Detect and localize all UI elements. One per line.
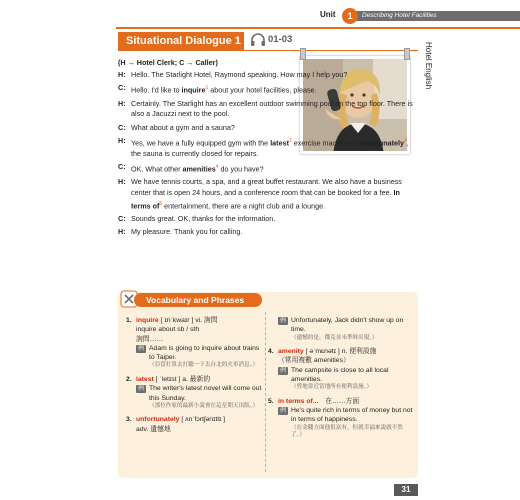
example-translation: （那位作家的最新小說會在這星期天出版。） bbox=[149, 402, 259, 409]
vocab-entry bbox=[268, 316, 414, 342]
example-sentence: The writer's latest novel will come out this Sunday. bbox=[149, 385, 262, 402]
vocab-term: inquire bbox=[181, 85, 206, 95]
speaker-label: C: bbox=[118, 214, 126, 224]
vocab-number: 4. bbox=[268, 348, 274, 356]
vocab-example bbox=[268, 366, 414, 385]
example-translation: （營地靠近當地所有便利設施。） bbox=[291, 384, 373, 391]
audio-track-label: 01-03 bbox=[268, 34, 293, 45]
vocab-example bbox=[126, 384, 266, 403]
vocab-word: unfortunately bbox=[136, 416, 180, 424]
example-translation: （在金錢方面他很富有，但就幸福來說就不然了。） bbox=[291, 424, 403, 439]
example-sentence: The campsite is close to all local amenities. bbox=[291, 366, 389, 383]
vocab-word: in terms of... bbox=[278, 397, 319, 405]
vocab-word: latest bbox=[136, 375, 154, 383]
speaker-label: H: bbox=[118, 98, 126, 108]
photo-pin-left bbox=[300, 48, 306, 60]
vocab-ref-number: 1 bbox=[205, 85, 209, 92]
vocab-pronunciation: [ ɪnˈkwaɪr ] vi. 詢問 bbox=[158, 317, 218, 324]
vocab-ref-number: 4 bbox=[215, 163, 219, 170]
speaker-label: C: bbox=[118, 161, 126, 171]
dialogue-line bbox=[118, 177, 418, 211]
vocab-number: 5. bbox=[268, 397, 274, 405]
dialogue-line bbox=[118, 136, 418, 160]
vocab-entry-head bbox=[126, 316, 266, 325]
vocab-term: latest bbox=[270, 138, 289, 148]
vocab-word: amenity bbox=[278, 348, 304, 356]
header-rule bbox=[116, 27, 520, 29]
dialogue-line bbox=[118, 83, 418, 96]
speaker-label: C: bbox=[118, 122, 126, 132]
vocab-term: Unfortunately bbox=[357, 138, 404, 148]
vocab-entry-head bbox=[126, 375, 266, 384]
vocab-entry bbox=[268, 397, 414, 440]
vocab-ref-number: 3 bbox=[403, 137, 407, 144]
dialogue-text: Certainly. The Starlight has an excellent outdoor swimming pool on the top floor. There is also a Jacuzzi next to the pool. bbox=[131, 98, 413, 119]
example-translation: （亞當打算去打聽一下去台北的火車消息。） bbox=[149, 362, 259, 369]
example-sentence: He's quite rich in terms of money but not in terms of happiness. bbox=[291, 407, 413, 424]
vocab-pronunciation: [ əˈmɛnətɪ ] n. 便利設施 bbox=[303, 348, 377, 356]
roles-legend: (H → Hotel Clerk; C → Caller) bbox=[118, 58, 218, 67]
vocab-entry-head bbox=[126, 415, 266, 424]
vocab-pronunciation: [ ʌnˈfɔrtʃənɪtlɪ ] bbox=[179, 416, 226, 424]
unit-title: Describing Hotel Facilities bbox=[362, 12, 437, 19]
vocab-entry bbox=[126, 375, 266, 410]
vocab-note: 詢問…… bbox=[136, 335, 164, 343]
unit-header bbox=[320, 8, 520, 24]
example-icon: 例 bbox=[279, 367, 286, 374]
speaker-label: H: bbox=[118, 177, 126, 187]
vocab-ref-number: 5 bbox=[159, 200, 163, 207]
dialogue-text: Yes, we have a fully equipped gym with the latest$^2$ exercise machines. Unfortunately$^3$, the sauna is currently closed for repairs. bbox=[131, 137, 409, 158]
vocab-headword-line bbox=[136, 415, 225, 424]
vocab-ref-number: 2 bbox=[288, 137, 292, 144]
vocab-entry bbox=[268, 347, 414, 392]
vocab-pronunciation: 在……方面 bbox=[318, 397, 360, 405]
vocabulary-column-2 bbox=[268, 316, 414, 445]
speaker-label: H: bbox=[118, 135, 126, 145]
vocab-example bbox=[268, 316, 414, 335]
example-icon: 例 bbox=[279, 318, 286, 324]
vocab-number: 3. bbox=[126, 416, 132, 424]
example-sentence: Adam is going to inquire about trains to Taipei. bbox=[149, 344, 260, 362]
vocab-example bbox=[126, 344, 266, 363]
vocab-headword-line bbox=[278, 397, 359, 406]
vocab-note: adv. 遺憾地 bbox=[136, 425, 171, 433]
dialogue-line bbox=[118, 99, 418, 120]
vocab-entry-head bbox=[268, 347, 414, 356]
example-sentence: Unfortunately, Jack didn't show up on time. bbox=[291, 317, 404, 334]
speaker-label: C: bbox=[118, 83, 126, 93]
dialogue-text: What about a gym and a sauna? bbox=[131, 122, 235, 132]
section-title: Situational Dialogue 1 bbox=[118, 32, 244, 50]
dialogue-text: OK. What other amenities$^4$ do you have? bbox=[131, 163, 264, 174]
dialogue-text: We have tennis courts, a spa, and a great buffet restaurant. We also have a business center that is open 24 hours, and a conference room that can be booked for a fee. In terms $of^5$ entertainment, there are a night club and a lounge. bbox=[131, 177, 402, 211]
vocab-number: 2. bbox=[126, 375, 132, 383]
dialogue-text: Hello. I'd like to inquire$^1$ about your hotel facilities, please. bbox=[131, 85, 317, 95]
dialogue-line bbox=[118, 123, 418, 134]
dialogue bbox=[118, 70, 418, 241]
vocabulary-column-1 bbox=[126, 316, 266, 439]
example-icon: 例 bbox=[137, 386, 144, 393]
headphones-icon bbox=[250, 33, 266, 47]
dialogue-line bbox=[118, 214, 418, 225]
dialogue-line bbox=[118, 162, 418, 175]
unit-number-badge: 1 bbox=[342, 8, 358, 24]
example-icon: 例 bbox=[279, 408, 286, 415]
vocab-number: 1. bbox=[126, 317, 132, 324]
example-icon: 例 bbox=[137, 345, 144, 352]
vocab-note: （常用複數 amenities） bbox=[278, 357, 350, 365]
side-label: Hotel English bbox=[424, 42, 433, 90]
page-number: 31 bbox=[394, 484, 418, 496]
vocab-pronunciation: [ ˈletɪst ] a. 最新的 bbox=[153, 375, 211, 383]
section-rule bbox=[118, 50, 418, 51]
vocab-entry bbox=[126, 415, 266, 434]
vocab-headword-line bbox=[278, 347, 376, 356]
vocab-headword-line bbox=[136, 375, 210, 384]
vocab-word: inquire bbox=[136, 317, 159, 324]
example-translation: （遺憾的是，傑克並未準時出現。） bbox=[291, 334, 378, 341]
speaker-label: H: bbox=[118, 70, 126, 79]
dialogue-line bbox=[118, 70, 418, 81]
vocab-example bbox=[268, 406, 414, 425]
vocab-term: amenities bbox=[182, 164, 216, 174]
vocab-entry bbox=[126, 316, 266, 370]
vocab-note: inquire about sb / sth bbox=[136, 326, 200, 334]
photo-pin-right bbox=[404, 48, 410, 60]
vocab-term: In terms of bbox=[131, 188, 400, 211]
vocabulary-title: Vocabulary and Phrases bbox=[134, 293, 262, 307]
dialogue-text: Sounds great. OK, thanks for the information. bbox=[131, 214, 276, 224]
vocab-headword-line bbox=[136, 316, 218, 325]
dialogue-text: My pleasure. Thank you for calling. bbox=[131, 227, 243, 237]
dialogue-line bbox=[118, 227, 418, 238]
dialogue-text: Hello. The Starlight Hotel, Raymond speaking. How may I help you? bbox=[131, 70, 348, 79]
speaker-label: H: bbox=[118, 227, 126, 237]
unit-word: Unit bbox=[320, 10, 336, 19]
vocab-entry-head bbox=[268, 397, 414, 406]
